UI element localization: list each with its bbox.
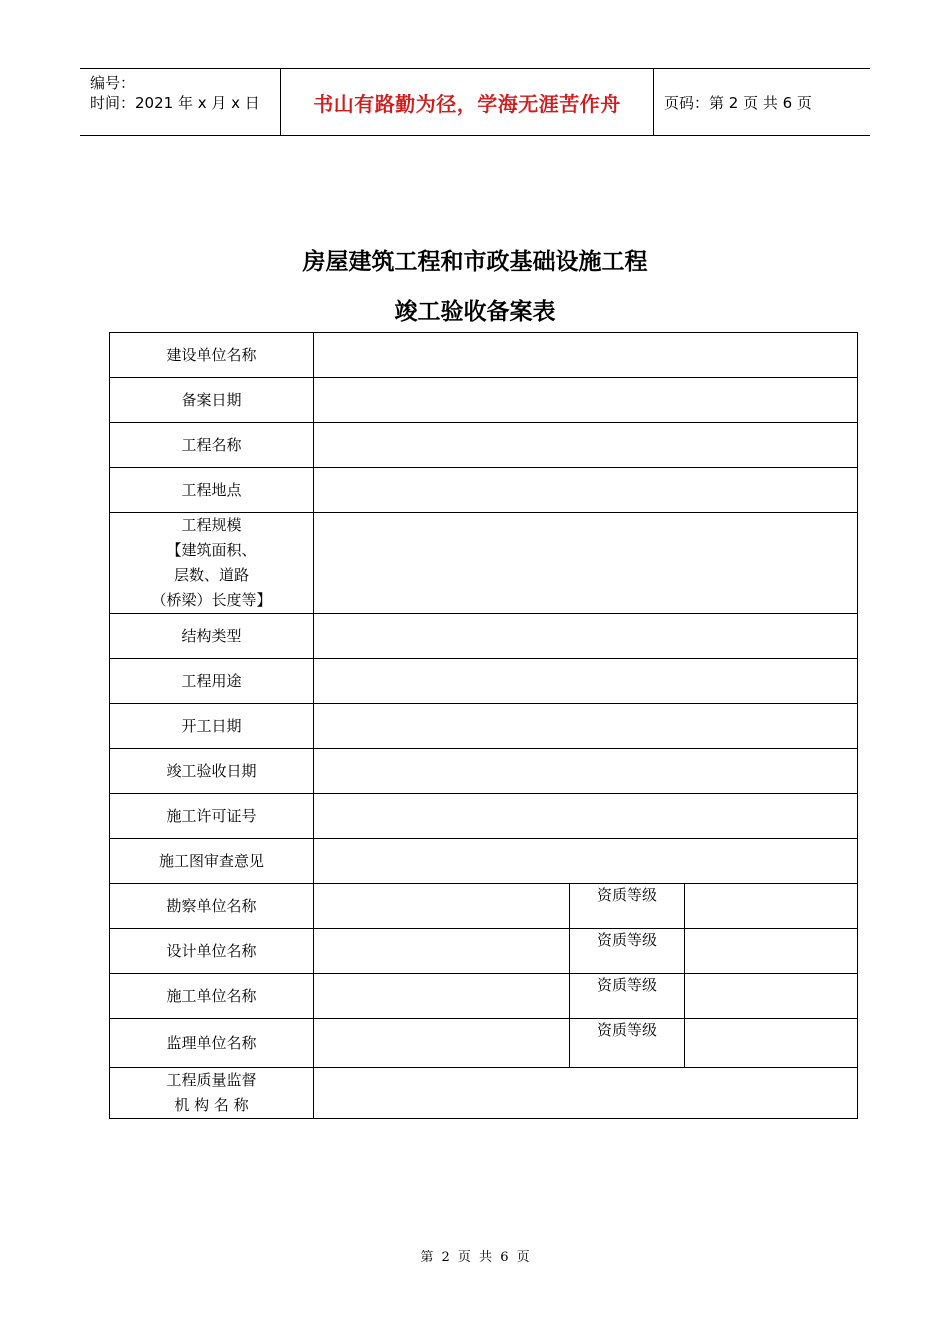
qualification-field[interactable] bbox=[685, 929, 858, 974]
number-label: 编号： bbox=[90, 74, 136, 92]
form-row bbox=[110, 468, 858, 513]
form-row bbox=[110, 794, 858, 839]
qualification-label: 资质等级 bbox=[570, 884, 685, 929]
qualification-label: 资质等级 bbox=[570, 929, 685, 974]
row-value-field[interactable] bbox=[314, 884, 570, 929]
form-row bbox=[110, 704, 858, 749]
row-label: 设计单位名称 bbox=[110, 929, 314, 974]
qualification-field[interactable] bbox=[685, 1019, 858, 1068]
qualification-field[interactable] bbox=[685, 884, 858, 929]
row-label: 工程地点 bbox=[110, 468, 314, 513]
form-row bbox=[110, 929, 858, 974]
form-row bbox=[110, 1068, 858, 1119]
row-label: 勘察单位名称 bbox=[110, 884, 314, 929]
header-meta bbox=[80, 69, 281, 135]
form-row bbox=[110, 839, 858, 884]
page-header bbox=[80, 68, 870, 136]
form-row bbox=[110, 884, 858, 929]
form-row bbox=[110, 423, 858, 468]
label-line: 【建筑面积、 bbox=[166, 541, 257, 559]
form-row bbox=[110, 749, 858, 794]
row-label: 竣工验收日期 bbox=[110, 749, 314, 794]
label-line: 层数、道路 bbox=[173, 566, 249, 584]
form-title-line1: 房屋建筑工程和市政基础设施工程 bbox=[302, 248, 648, 275]
row-value-field[interactable] bbox=[314, 378, 858, 423]
row-value-field[interactable] bbox=[314, 974, 570, 1019]
form-row bbox=[110, 659, 858, 704]
row-value-field[interactable] bbox=[314, 333, 858, 378]
row-label: 工程名称 bbox=[110, 423, 314, 468]
time-label: 时间：2021 年 x 月 x 日 bbox=[90, 94, 260, 112]
form-row bbox=[110, 333, 858, 378]
form-row bbox=[110, 513, 858, 614]
row-label: 备案日期 bbox=[110, 378, 314, 423]
row-label: 建设单位名称 bbox=[110, 333, 314, 378]
row-value-field[interactable] bbox=[314, 468, 858, 513]
row-label-multiline bbox=[110, 513, 314, 614]
row-label: 监理单位名称 bbox=[110, 1019, 314, 1068]
label-line: 机 构 名 称 bbox=[174, 1096, 249, 1114]
form-title-line2: 竣工验收备案表 bbox=[394, 298, 556, 325]
row-label: 结构类型 bbox=[110, 614, 314, 659]
row-value-field[interactable] bbox=[314, 614, 858, 659]
row-label: 施工许可证号 bbox=[110, 794, 314, 839]
row-value-field[interactable] bbox=[314, 794, 858, 839]
row-value-field[interactable] bbox=[314, 1068, 858, 1119]
header-motto: 书山有路勤为径，学海无涯苦作舟 bbox=[313, 91, 621, 116]
row-value-field[interactable] bbox=[314, 839, 858, 884]
form-row bbox=[110, 614, 858, 659]
label-line: （桥梁）长度等】 bbox=[151, 591, 272, 609]
qualification-field[interactable] bbox=[685, 974, 858, 1019]
row-value-field[interactable] bbox=[314, 423, 858, 468]
row-value-field[interactable] bbox=[314, 513, 858, 614]
header-page-info: 页码：第 2 页 共 6 页 bbox=[664, 93, 812, 112]
row-label: 开工日期 bbox=[110, 704, 314, 749]
header-motto-cell bbox=[281, 69, 654, 135]
row-value-field[interactable] bbox=[314, 749, 858, 794]
row-value-field[interactable] bbox=[314, 929, 570, 974]
label-line: 工程质量监督 bbox=[166, 1071, 257, 1089]
qualification-label: 资质等级 bbox=[570, 1019, 685, 1068]
row-label: 工程用途 bbox=[110, 659, 314, 704]
form-row bbox=[110, 378, 858, 423]
form-row bbox=[110, 1019, 858, 1068]
form-row bbox=[110, 974, 858, 1019]
label-line: 工程规模 bbox=[181, 516, 242, 534]
row-value-field[interactable] bbox=[314, 704, 858, 749]
qualification-label: 资质等级 bbox=[570, 974, 685, 1019]
row-value-field[interactable] bbox=[314, 659, 858, 704]
row-value-field[interactable] bbox=[314, 1019, 570, 1068]
filing-form-table bbox=[109, 332, 858, 1119]
row-label: 施工图审查意见 bbox=[110, 839, 314, 884]
page-footer: 第 2 页 共 6 页 bbox=[420, 1250, 530, 1265]
row-label: 施工单位名称 bbox=[110, 974, 314, 1019]
row-label-multiline bbox=[110, 1068, 314, 1119]
